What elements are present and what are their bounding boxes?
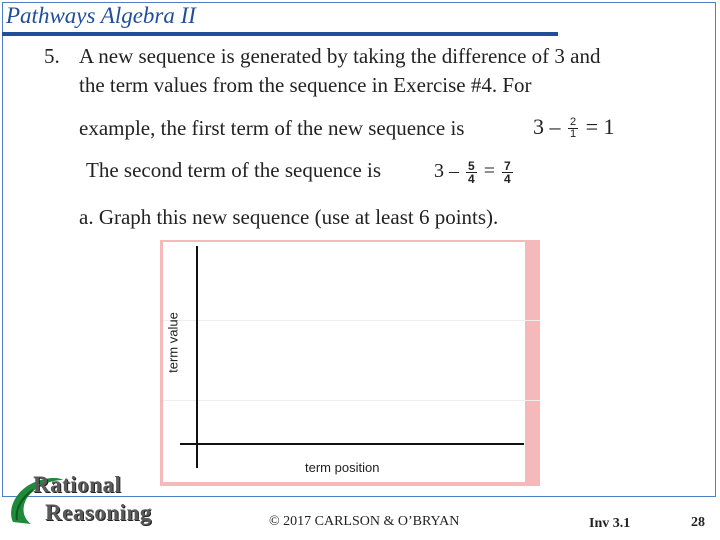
y-axis-label: term value	[165, 312, 181, 373]
math2-fraction	[466, 160, 477, 185]
y-axis	[196, 246, 198, 468]
math2-whole: 3	[434, 160, 444, 183]
x-axis	[180, 443, 524, 445]
math2-denominator: 4	[468, 172, 475, 186]
exercise-line-1: A new sequence is generated by taking the difference of 3 and	[79, 44, 601, 68]
math1-op: –	[549, 114, 561, 139]
rational-reasoning-logo	[5, 468, 175, 532]
math1-denominator: 1	[570, 128, 577, 141]
exercise-line-2: the term values from the sequence in Exercise #4. For	[79, 73, 532, 97]
math1-equals: =	[585, 114, 599, 139]
math1-fraction	[568, 117, 578, 140]
math2-result-fraction	[502, 160, 513, 185]
graph-canvas[interactable]	[163, 242, 525, 482]
math2-op: –	[449, 160, 459, 183]
logo-word-reasoning: Reasoning	[45, 500, 152, 525]
math1-numerator: 2	[570, 116, 577, 129]
copyright-text: © 2017 CARLSON & O’BRYAN	[269, 514, 460, 529]
logo-word-rational: Rational	[33, 472, 122, 497]
page-number: 28	[691, 515, 705, 530]
math1-whole: 3	[533, 114, 544, 139]
math2-equals: =	[483, 160, 495, 183]
math2-result-denominator: 4	[503, 172, 511, 186]
math1-result: 1	[603, 114, 615, 139]
second-term-expression	[434, 160, 515, 185]
math2-numerator: 5	[468, 159, 475, 173]
grid-line	[163, 400, 540, 401]
part-a-prompt: a. Graph this new sequence (use at least 6 points).	[79, 205, 499, 229]
exercise-line-3: example, the first term of the new sequence is	[79, 116, 465, 140]
math2-result-numerator: 7	[503, 159, 511, 173]
x-axis-label: term position	[305, 460, 380, 475]
exercise-number: 5.	[44, 44, 60, 68]
title-underline	[2, 32, 558, 36]
slide-title: Pathways Algebra II	[6, 3, 196, 28]
first-term-expression	[533, 114, 615, 140]
investigation-label: Inv 3.1	[589, 516, 631, 531]
exercise-line-4: The second term of the sequence is	[86, 158, 382, 182]
grid-line	[163, 320, 540, 321]
